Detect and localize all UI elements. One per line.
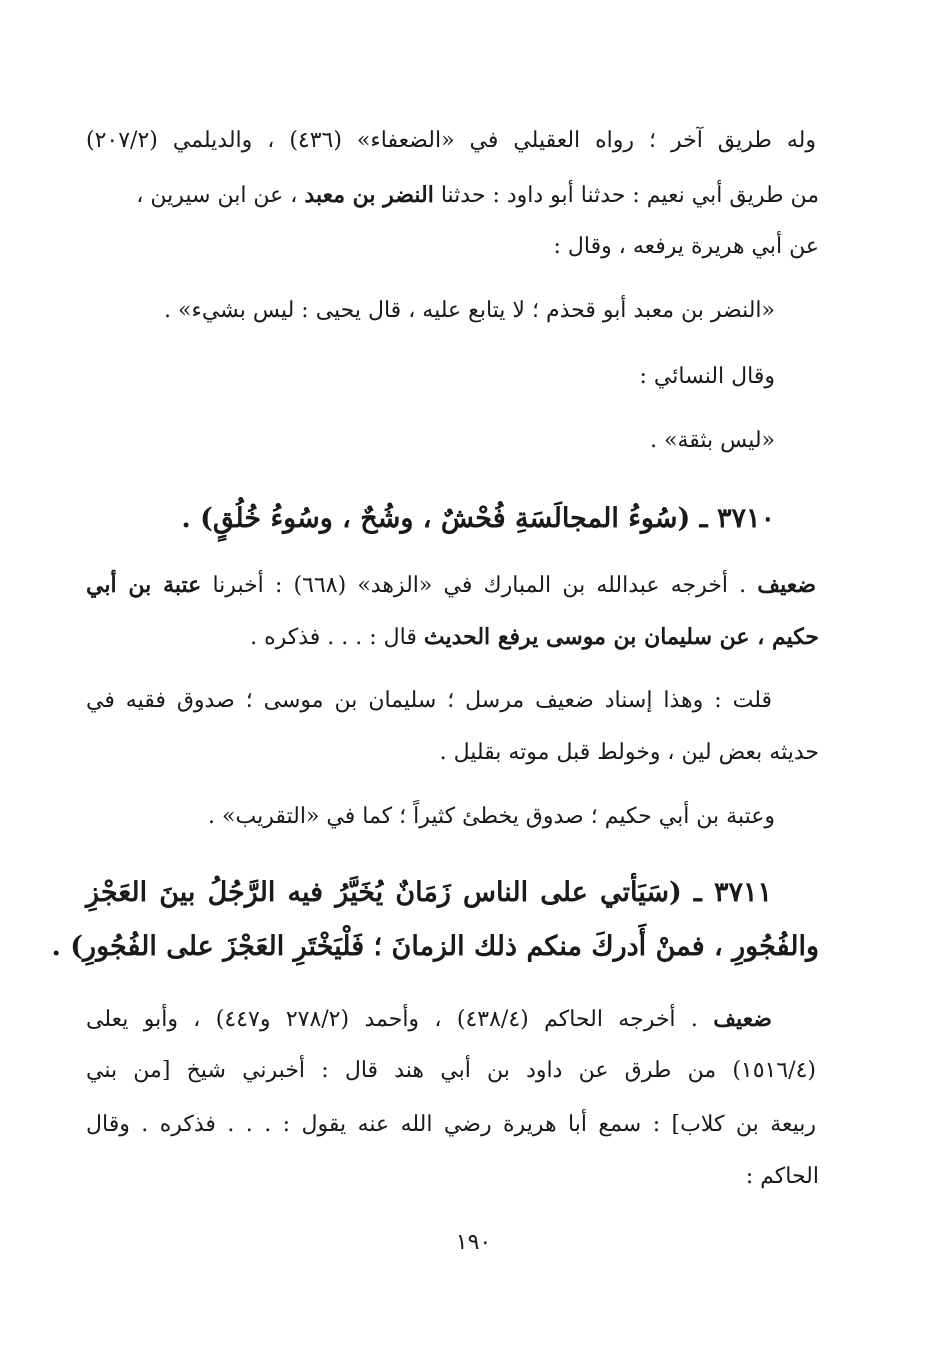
text-segment: . أخرجه عبدالله بن المبارك في «الزهد» (٦٦٨) : أخبرنا [201,573,758,598]
grading-label: ضعيف [713,1006,772,1032]
text-segment: ، عن ابن سيرين ، [136,183,305,208]
text-line [86,1004,772,1035]
text-line: قلت : وهذا إسناد ضعيف مرسل ؛ سليمان بن موسى ؛ صدوق فقيه في [86,688,772,713]
text-segment: . أخرجه الحاكم (٤٣٨/٤) ، وأحمد (٢٧٨/٢ و٤٤٧) ، وأبو يعلى [86,1007,714,1032]
text-line: الحاكم : [745,1164,819,1189]
quote-line: «ليس بثقة» . [650,428,775,453]
text-line: عن أبي هريرة يرفعه ، وقال : [553,234,819,259]
text-line: وعتبة بن أبي حكيم ؛ صدوق يخطئ كثيراً ؛ كما في «التقريب» . [208,804,775,829]
text-line [86,570,816,601]
page-number: ١٩٠ [455,1230,492,1255]
text-line [250,622,819,653]
text-line [136,180,819,211]
grading-label: ضعيف [757,572,817,598]
hadith-heading-3710: ٣٧١٠ ـ (سُوءُ المجالَسَةِ فُحْشٌ ، وشُحٌ ، وسُوءُ خُلُقٍ) . [181,503,775,534]
text-line: حديثه بعض لين ، وخولط قبل موته بقليل . [439,740,819,765]
text-line: ربيعة بن كلاب] : سمع أبا هريرة رضي الله عنه يقول : . . . فذكره . وقال [86,1112,816,1137]
text-line: وقال النسائي : [639,364,775,389]
narrator-name: النضر بن معبد [304,182,434,208]
text-line: (١٥١٦/٤) من طرق عن داود بن أبي هند قال : أخبرني شيخ [من بني [86,1058,816,1083]
hadith-heading-3711: ٣٧١١ ـ (سَيَأتي على الناس زَمَانٌ يُخَيَّرُ فيه الرَّجُلُ بينَ العَجْزِ [86,877,772,908]
text-segment: من طريق أبي نعيم : حدثنا أبو داود : حدثنا [433,183,819,208]
quote-line: «النضر بن معبد أبو قحذم ؛ لا يتابع عليه ، قال يحيى : ليس بشيء» . [164,298,775,323]
narrator-name: عتبة بن أبي [86,572,202,598]
narrator-name: حكيم ، عن سليمان بن موسى يرفع الحديث [423,624,819,650]
hadith-heading-3711-continued: والفُجُورِ ، فمنْ أَدركَ منكم ذلك الزمانَ ؛ فَلْيَخْتَرِ العَجْزَ على الفُجُورِ) . [51,931,819,962]
text-line: وله طريق آخر ؛ رواه العقيلي في «الضعفاء» (٤٣٦) ، والديلمي (٢٠٧/٢) [86,128,816,153]
text-segment: قال : . . . فذكره . [250,625,424,650]
